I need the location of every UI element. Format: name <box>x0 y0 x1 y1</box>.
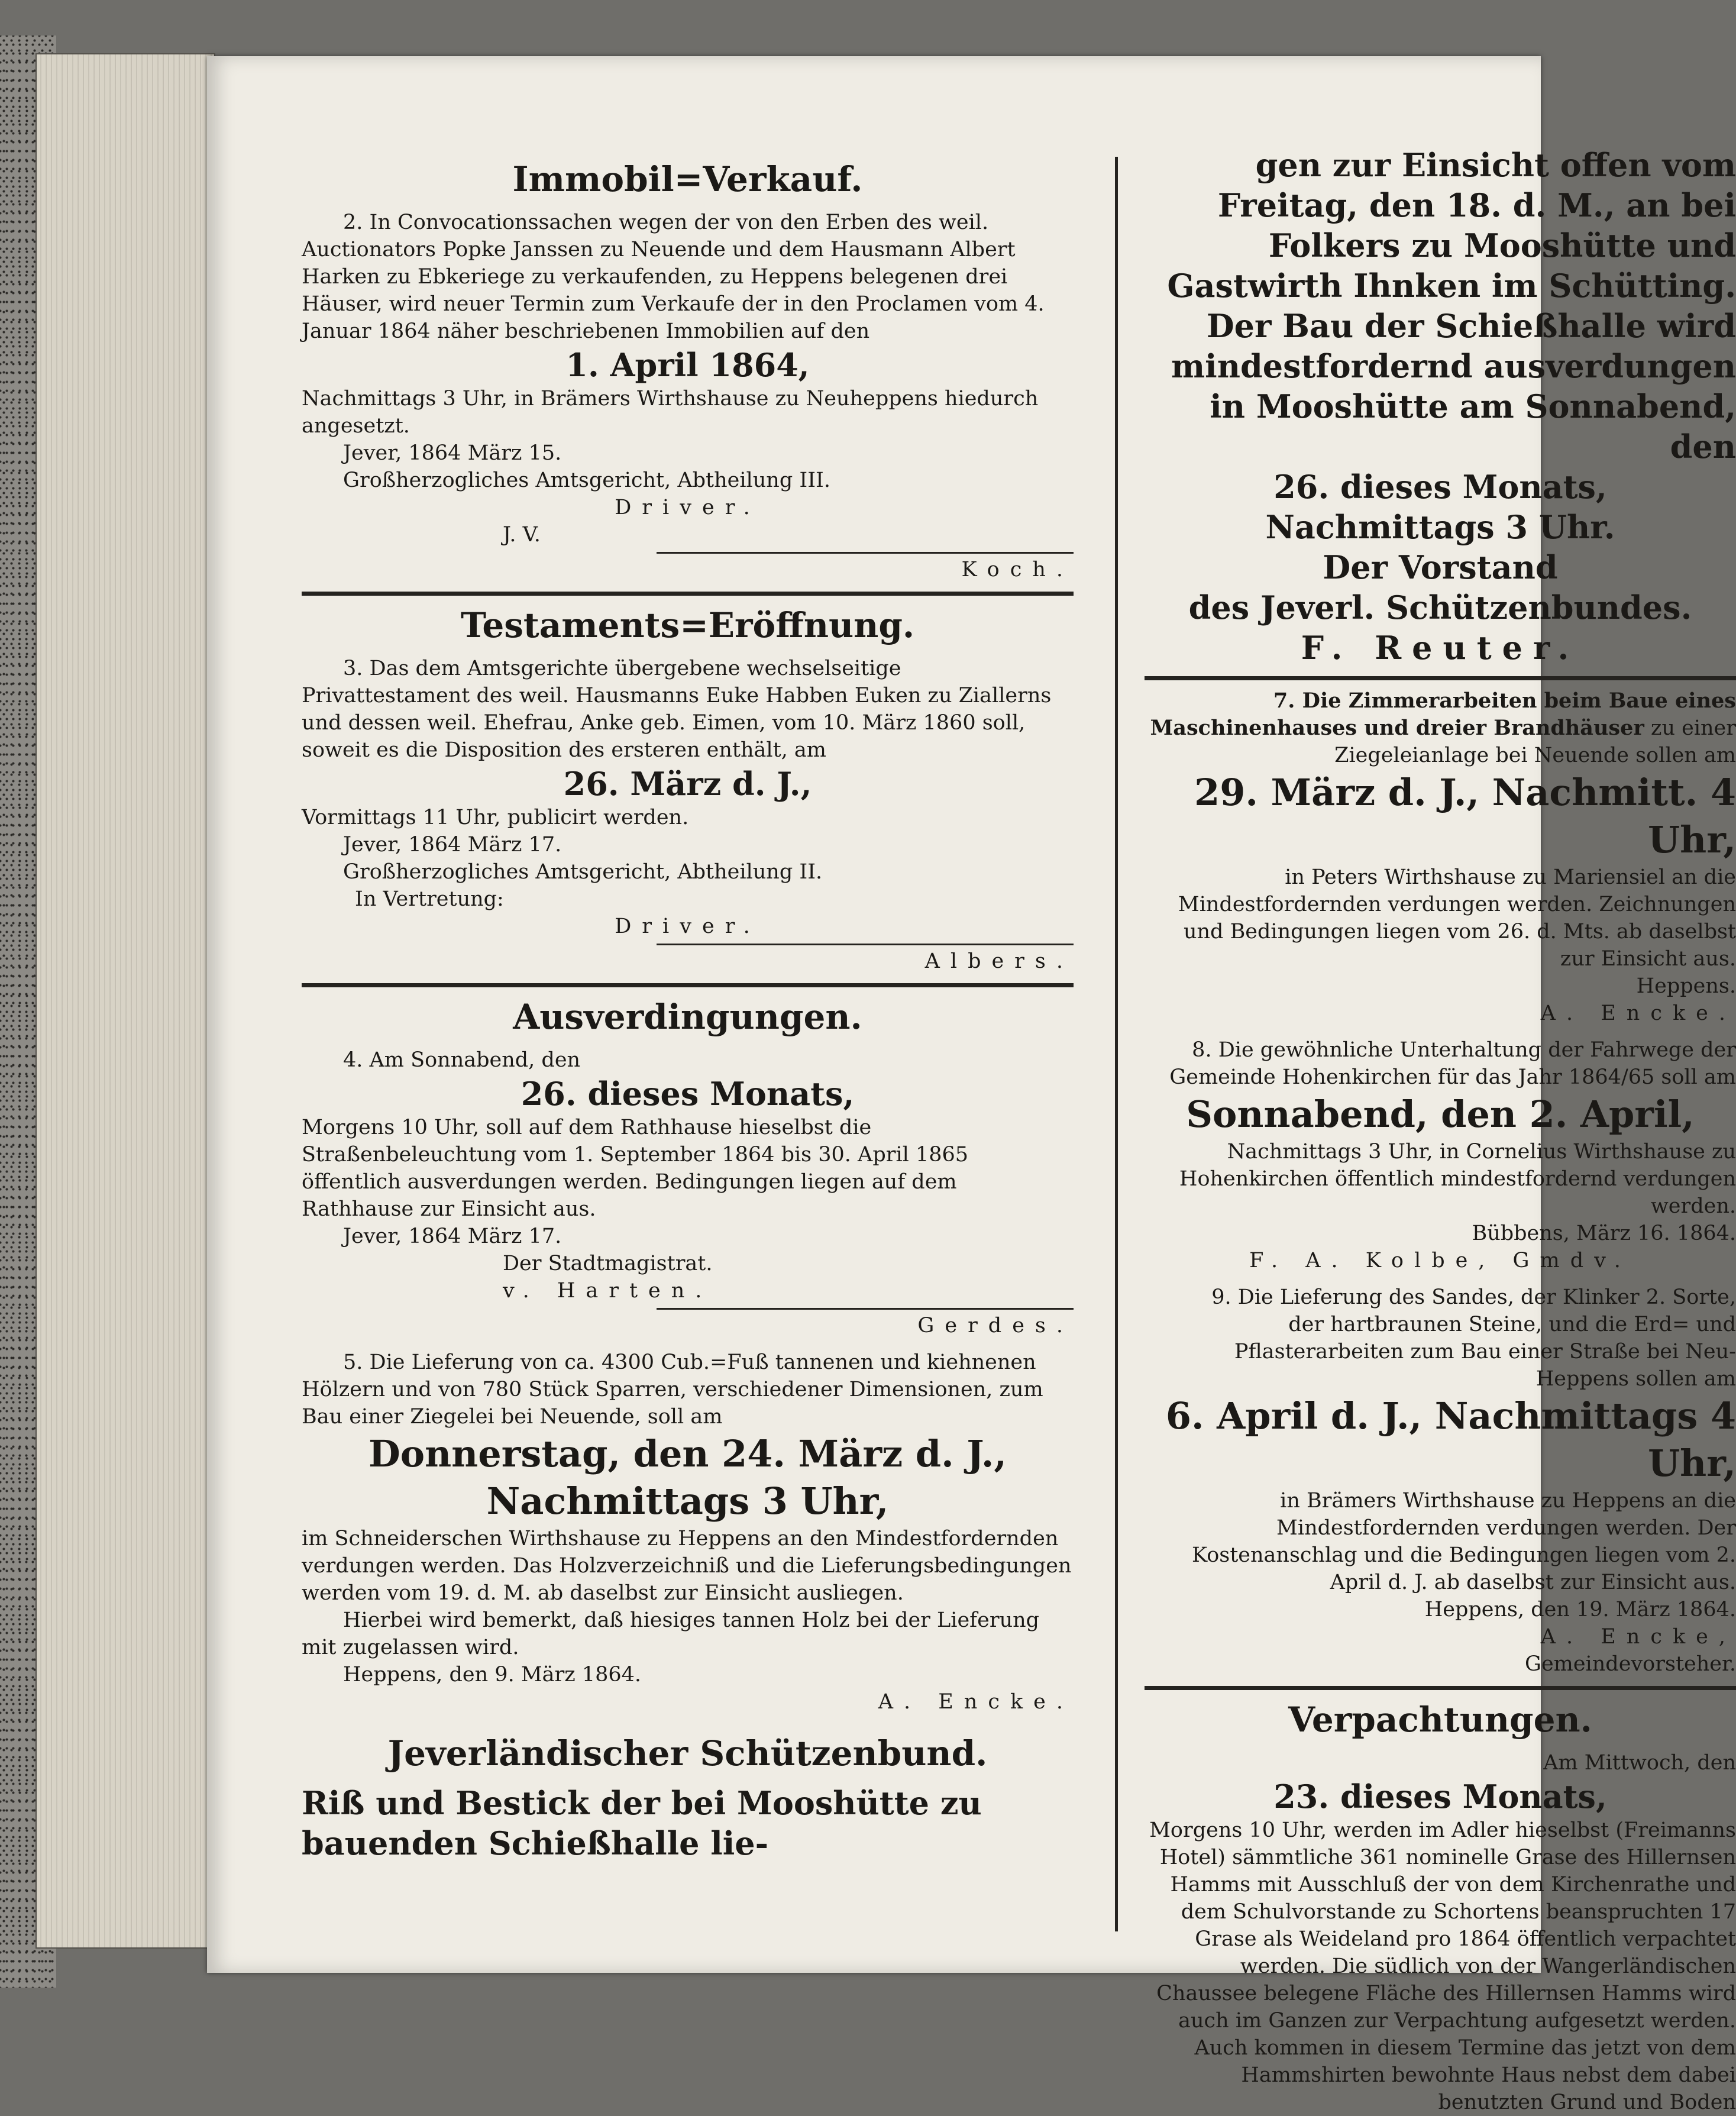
notice-7-lead: 7. Die Zimmerarbeiten beim Baue eines Maschinenhauses und dreier Brandhäuser <box>1150 689 1736 740</box>
notice-8-text-2: Nachmittags 3 Uhr, in Cornelius Wirthshause zu Hohenkirchen öffentlich mindestfordernd verdungen werden. <box>1179 1140 1736 1218</box>
notice-6-association: des Jeverl. Schützenbundes. <box>1188 589 1692 626</box>
section-rule <box>302 592 1074 596</box>
heading-ausverdingungen: Ausverdingungen. <box>513 997 862 1037</box>
notice-10-text: Morgens 10 Uhr, werden im Adler hieselbst (Freimanns Hotel) sämmtliche 361 nominelle Grase des Hillernsen Hamms mit Ausschluß der von dem Kirchenrathe und dem Schulvorstande zu Schortens beanspruchten 17 Grase als Weideland pro 1864 öffentlich verpachtet werden. Die südlich von der Wangerländischen Chaussee belegene Fläche des Hillernsen Hamms wird auch im Ganzen zur Verpachtung aufgesetzt werden. Auch kommen in diesem Termine das jetzt von dem Hammshirten bewohnte Haus nebst dem dabei benutzten Grund und Boden <box>1149 1818 1736 2114</box>
notice-4-signature: v. Harten. <box>503 1279 713 1303</box>
notice-5-place: Heppens, den 9. März 1864. <box>343 1663 642 1687</box>
notice-3-place: Jever, 1864 März 17. <box>343 833 562 857</box>
notice-6-board: Der Vorstand <box>1323 548 1558 586</box>
notice-2-signature: Driver. <box>615 496 761 519</box>
notice-8-place: Bübbens, März 16. 1864. <box>1472 1222 1736 1245</box>
notice-8-text: 8. Die gewöhnliche Unterhaltung der Fahrwege der Gemeinde Hohenkirchen für das Jahr 1864/65 soll am <box>1169 1038 1736 1089</box>
notice-10-intro: Am Mittwoch, den <box>1543 1751 1736 1775</box>
notice-9-signature: A. Encke, <box>1540 1625 1736 1649</box>
notice-3-date: 26. März d. J., <box>563 765 812 803</box>
notice-5-text: 5. Die Lieferung von ca. 4300 Cub.=Fuß tannenen und kiehnenen Hölzern und von 780 Stück Sparren, verschiedener Dimensionen, zum Bau einer Ziegelei bei Neuende, soll am <box>302 1351 1043 1429</box>
notice-8-signature: F. A. Kolbe, Gmdv. <box>1249 1249 1631 1272</box>
page-stack-edge <box>35 53 215 1949</box>
notice-6-signature: F. Reuter. <box>1301 629 1580 667</box>
signature-rule <box>657 944 1074 945</box>
notice-2-text: 2. In Convocationssachen wegen der von den Erben des weil. Auctionators Popke Janssen zu Neuende und dem Hausmann Albert Harken zu Ebkeriege zu verkaufenden, zu Heppens belegenen drei Häuser, wird neuer Termin zum Verkaufe der in den Proclamen vom 4. Januar 1864 näher beschriebenen Immobilien auf den <box>302 211 1045 343</box>
notice-5-date: Donnerstag, den 24. März d. J., <box>368 1432 1007 1475</box>
notice-6-text-2: Der Bau der Schießhalle wird mindestfordernd ausverdungen in Mooshütte am Sonnabend, den <box>1171 307 1736 466</box>
notice-4-intro: 4. Am Sonnabend, den <box>343 1048 581 1072</box>
section-rule <box>1145 1686 1736 1690</box>
notice-4-signature-2: Gerdes. <box>917 1314 1074 1338</box>
notice-9-title: Gemeindevorsteher. <box>1524 1652 1736 1676</box>
notice-6-date: 26. dieses Monats, <box>1273 468 1607 506</box>
notice-2-deputy: J. V. <box>503 523 541 547</box>
column-divider <box>1115 157 1118 1931</box>
notice-5-note: Hierbei wird bemerkt, daß hiesiges tannen Holz bei der Lieferung mit zugelassen wird. <box>302 1608 1040 1659</box>
notice-7-text: zu einer Ziegeleianlage bei Neuende sollen am <box>1334 716 1736 767</box>
notice-9-date: 6. April d. J., Nachmittags 4 Uhr, <box>1165 1394 1736 1485</box>
notice-3-signature-2: Albers. <box>924 949 1074 973</box>
notice-6-text: Riß und Bestick der bei Mooshütte zu bauenden Schießhalle lie- <box>302 1784 982 1862</box>
right-column <box>1145 56 1736 2114</box>
notice-2-signature-2: Koch. <box>961 558 1074 582</box>
notice-4-authority: Der Stadtmagistrat. <box>503 1252 713 1275</box>
notice-3-representation: In Vertretung: <box>355 887 504 911</box>
notice-2-court: Großherzogliches Amtsgericht, Abtheilung III. <box>343 469 830 492</box>
notice-9-text: 9. Die Lieferung des Sandes, der Klinker 2. Sorte, der hartbraunen Steine, und die Erd= und Pflasterarbeiten zum Bau einer Straße bei Neu-Heppens sollen am <box>1211 1285 1736 1391</box>
notice-4-text: Morgens 10 Uhr, soll auf dem Rathhause hieselbst die Straßenbeleuchtung vom 1. September 1864 bis 30. April 1865 öffentlich ausverdungen werden. Bedingungen liegen auf dem Rathhause zur Einsicht aus. <box>302 1116 969 1221</box>
left-column <box>302 56 1074 1973</box>
notice-3-text: 3. Das dem Amtsgerichte übergebene wechselseitige Privattestament des weil. Hausmanns Euke Habben Euken zu Ziallerns und dessen weil. Ehefrau, Anke geb. Eimen, vom 10. März 1860 soll, soweit es die Disposition des ersteren enthält, am <box>302 657 1052 762</box>
heading-immobil-verkauf: Immobil=Verkauf. <box>512 159 863 199</box>
heading-testaments-eroeffnung: Testaments=Eröffnung. <box>460 605 915 645</box>
notice-6-continued: gen zur Einsicht offen vom Freitag, den 18. d. M., an bei Folkers zu Mooshütte und Gastwirth Ihnken im Schütting. <box>1167 146 1736 305</box>
notice-2-place: Jever, 1864 März 15. <box>343 441 562 465</box>
section-rule <box>302 983 1074 987</box>
signature-rule <box>657 552 1074 554</box>
notice-2-date: 1. April 1864, <box>565 346 810 384</box>
notice-8-date: Sonnabend, den 2. April, <box>1186 1093 1695 1136</box>
notice-5-signature: A. Encke. <box>878 1690 1074 1714</box>
signature-rule <box>657 1308 1074 1310</box>
notice-3-court: Großherzogliches Amtsgericht, Abtheilung II. <box>343 860 823 884</box>
notice-4-date: 26. dieses Monats, <box>521 1075 855 1113</box>
heading-verpachtungen: Verpachtungen. <box>1288 1700 1592 1740</box>
notice-3-text-2: Vormittags 11 Uhr, publicirt werden. <box>302 806 689 829</box>
notice-5-time: Nachmittags 3 Uhr, <box>486 1479 889 1523</box>
notice-7-place: Heppens. <box>1636 974 1736 998</box>
notice-7-text-2: in Peters Wirthshause zu Mariensiel an die Mindestfordernden verdungen werden. Zeichnungen und Bedingungen liegen vom 26. d. Mts. ab daselbst zur Einsicht aus. <box>1178 865 1736 971</box>
newspaper-page <box>207 56 1736 2114</box>
notice-7-date: 29. März d. J., Nachmitt. 4 Uhr, <box>1194 771 1736 861</box>
notice-9-place: Heppens, den 19. März 1864. <box>1424 1598 1736 1621</box>
notice-5-text-2: im Schneiderschen Wirthshause zu Heppens an den Mindestfordernden verdungen werden. Das Holzverzeichniß und die Lieferungsbedingungen werden vom 19. d. M. ab daselbst zur Einsicht ausliegen. <box>302 1527 1072 1605</box>
notice-2-text-2: Nachmittags 3 Uhr, in Brämers Wirthshause zu Neuheppens hiedurch angesetzt. <box>302 387 1039 438</box>
section-rule <box>1145 676 1736 680</box>
heading-schuetzenbund: Jeverländischer Schützenbund. <box>387 1733 988 1773</box>
notice-6-time: Nachmittags 3 Uhr. <box>1265 508 1615 546</box>
notice-7-signature: A. Encke. <box>1540 1002 1736 1025</box>
notice-3-signature: Driver. <box>615 915 761 938</box>
notice-9-text-2: in Brämers Wirthshause zu Heppens an die Mindestfordernden verdungen werden. Der Kostenanschlag und die Bedingungen liegen vom 2. April d. J. ab daselbst zur Einsicht aus. <box>1192 1489 1736 1594</box>
notice-4-place: Jever, 1864 März 17. <box>343 1225 562 1248</box>
notice-10-date: 23. dieses Monats, <box>1273 1778 1607 1815</box>
